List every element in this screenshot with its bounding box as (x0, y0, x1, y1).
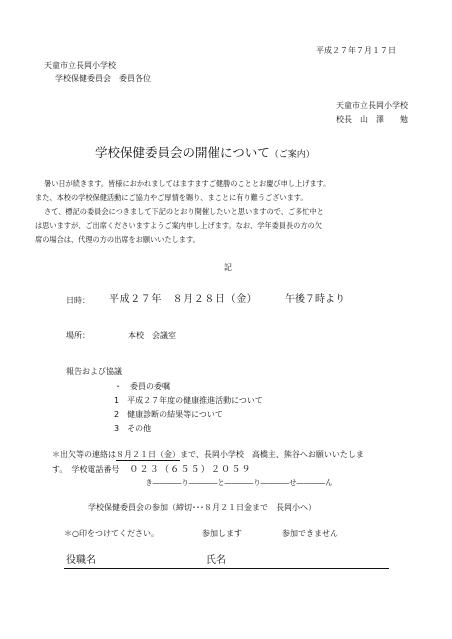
attend-option[interactable]: 参加します (202, 529, 242, 538)
body-line-2: また、本校の学校保健活動にご協力やご厚情を賜り、まことに有り難うございます。 (35, 193, 308, 202)
cut-line: き――――り――――と――――り――――せ――――ん (145, 479, 333, 487)
agenda-heading: 報告および協議 (66, 367, 122, 376)
place-label: 場所： (66, 331, 90, 340)
position-label: 役職名 (66, 555, 96, 566)
ki-heading: 記 (224, 263, 232, 272)
issue-date: 平成２７年７月１７日 (316, 46, 396, 55)
notice-deadline: ８月２１日（金） (116, 450, 180, 459)
body-line-4: は思いますが、ご出席くださいますようご案内申し上げます。なお、学年委員長の方の欠 (35, 221, 322, 230)
notice-prefix: ＊出欠等の連絡は (52, 450, 116, 459)
signature-underline (64, 568, 389, 569)
recipient-committee: 学校保健委員会 委員各位 (55, 74, 151, 83)
absent-option[interactable]: 参加できません (282, 529, 338, 538)
notice-phone: ０２３（６５５）２０５９ (129, 465, 252, 475)
notice-phone-label: す。 学校電話番号 (52, 465, 120, 474)
title-main: 学校保健委員会の開催について (95, 145, 270, 160)
agenda-item-3: 2 健康診断の結果等について (114, 410, 223, 419)
date-label: 日時： (66, 296, 90, 305)
notice-line-2 (52, 466, 252, 475)
notice-line-1 (52, 451, 364, 459)
notice-suffix: まで、長岡小学校 高橋主、熊谷へお願いいたしま (180, 450, 364, 459)
place-value: 本校 会議室 (128, 331, 176, 340)
agenda-item-4: 3 その他 (114, 424, 152, 433)
body-line-3: さて、標記の委員会につきまして下記のとおり開催したいと思いますので、ご多忙中と (44, 207, 324, 216)
title-sub: （ご案内） (269, 150, 315, 160)
name-label: 氏名 (206, 555, 226, 566)
document-title (95, 144, 315, 160)
sender-principal: 校長 山 澤 勉 (336, 115, 408, 124)
sender-school: 天童市立長岡小学校 (336, 101, 408, 110)
body-line-1: 暑い日が続きます。皆様におかれましてはますますご健勝のこととお慶び申し上げます。 (44, 179, 331, 188)
time-value: 午後７時より (285, 294, 345, 305)
agenda-item-2: 1 平成２７年度の健康推進活動について (114, 396, 263, 405)
reply-heading: 学校保健委員会の参加（締切･･･８月２１日金まで 長岡小へ） (88, 503, 316, 512)
date-value: 平成２７年 ８月２８日（金） (109, 294, 258, 305)
recipient-school: 天童市立長岡小学校 (44, 61, 116, 70)
body-line-5: 席の場合は、代理の方の出席をお願いいたします。 (35, 235, 200, 244)
agenda-item-1: ・ 委員の委嘱 (114, 382, 170, 391)
reply-instruction: ＊○印をつけてください。 (64, 529, 159, 538)
